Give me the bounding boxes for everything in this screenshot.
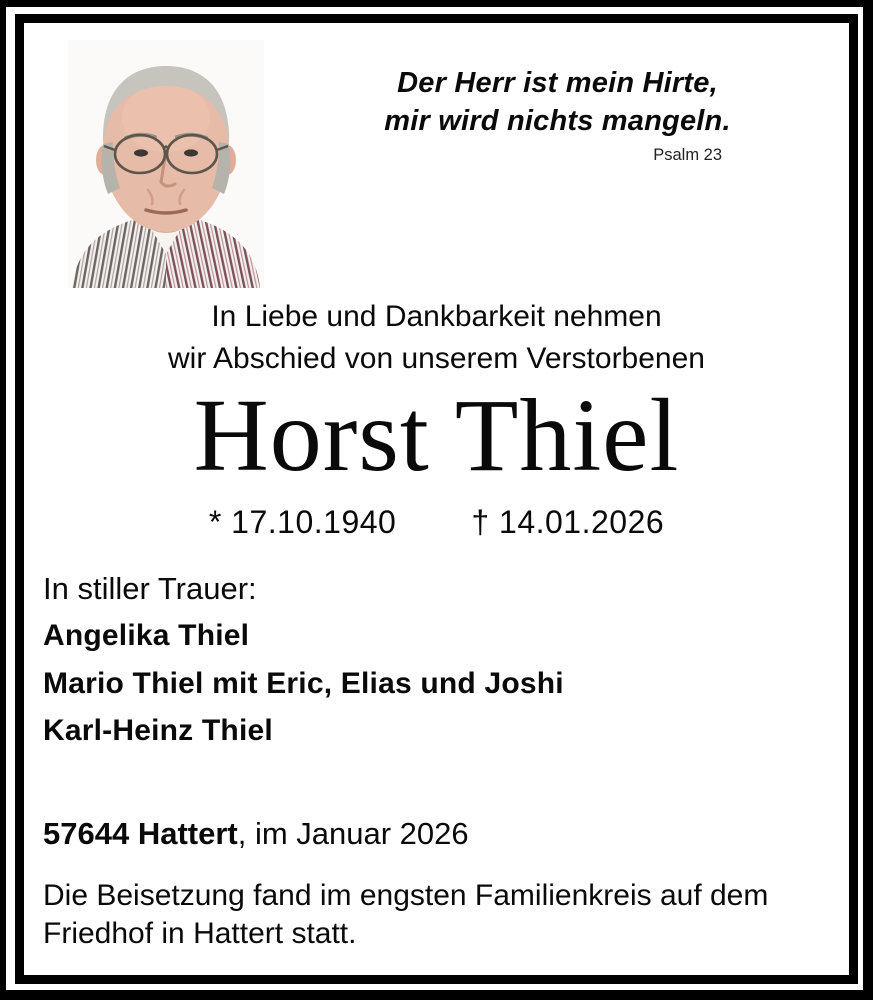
closing-note <box>43 877 768 953</box>
mourner-name: Karl-Heinz Thiel <box>43 714 273 747</box>
quote-line-2: mir wird nichts mangeln. <box>384 105 731 137</box>
closing-line-1: Die Beisetzung fand im engsten Familienkreis auf dem <box>43 879 769 912</box>
mourner-name: Angelika Thiel <box>43 619 250 652</box>
place-date-suffix: , im Januar 2026 <box>237 816 469 851</box>
portrait-photo <box>68 40 264 288</box>
mourning-heading: In stiller Trauer: <box>43 571 257 606</box>
deceased-name: Horst Thiel <box>193 378 680 493</box>
birth-date: * 17.10.1940 <box>208 504 397 540</box>
death-date: † 14.01.2026 <box>471 504 665 540</box>
intro-line-1: In Liebe und Dankbarkeit nehmen <box>211 300 662 333</box>
bible-quote <box>330 64 785 165</box>
place-date-line <box>43 816 469 852</box>
portrait-illustration <box>68 40 264 288</box>
quote-source: Psalm 23 <box>653 146 722 164</box>
life-dates <box>0 504 873 540</box>
mourner-name: Mario Thiel mit Eric, Elias und Joshi <box>43 667 564 700</box>
closing-line-2: Friedhof in Hattert statt. <box>43 917 357 950</box>
intro-line-2: wir Abschied von unserem Verstorbenen <box>168 342 705 375</box>
intro-text <box>24 296 849 380</box>
place-name: 57644 Hattert <box>43 816 238 851</box>
quote-line-1: Der Herr ist mein Hirte, <box>397 67 718 99</box>
